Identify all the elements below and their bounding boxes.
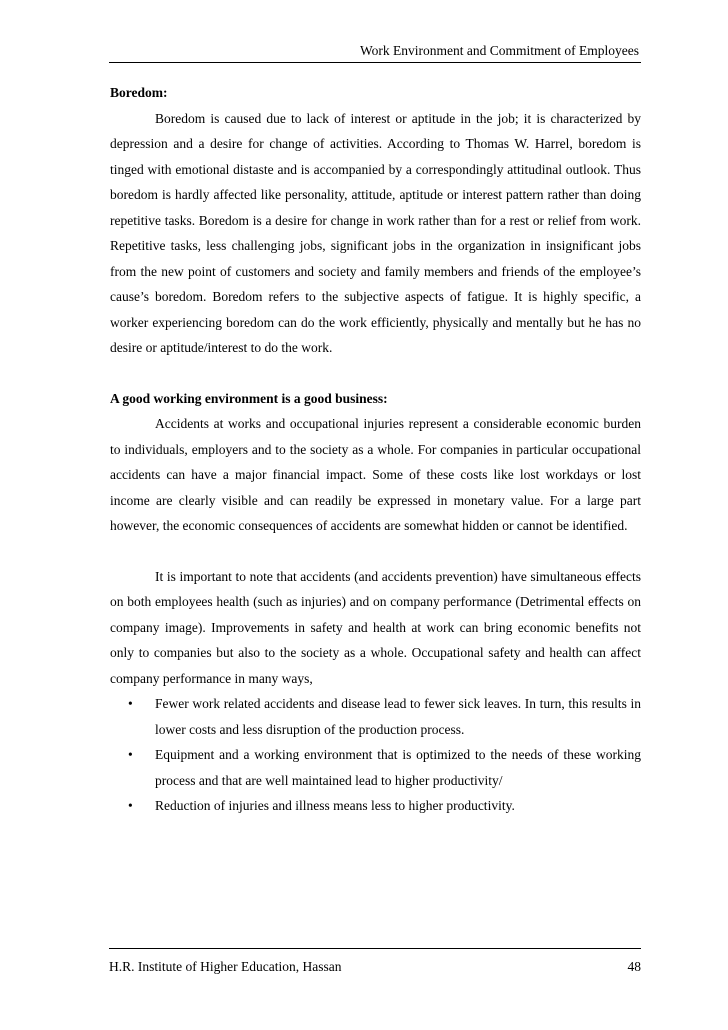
page-content xyxy=(110,80,641,819)
safety-paragraph: It is important to note that accidents (and accidents prevention) have simultaneous effects on both employees health (such as injuries) and on company performance (Detrimental effects on company image). Improvements in safety and health at work can bring economic benefits not only to companies but also to the society as a whole. Occupational safety and health can affect company performance in many ways, xyxy=(110,568,641,686)
bullet-icon: • xyxy=(128,747,133,762)
bullet-icon: • xyxy=(128,798,133,813)
page-header xyxy=(109,40,641,63)
footer-institution: H.R. Institute of Higher Education, Hassan xyxy=(109,959,342,974)
bullet-icon: • xyxy=(128,696,133,711)
accidents-paragraph: Accidents at works and occupational injuries represent a considerable economic burden to individuals, employers and to the society as a whole. For companies in particular occupational accidents can have a major financial impact. Some of these costs like lost workdays or lost income are clearly visible and can readily be expressed in monetary value. For a large part however, the economic consequences of accidents are somewhat hidden or cannot be identified. xyxy=(110,416,641,533)
page-footer xyxy=(109,948,641,989)
section-heading-working-environment: A good working environment is a good business: xyxy=(110,390,388,406)
list-item xyxy=(110,742,641,793)
benefits-list xyxy=(110,691,641,819)
list-item-text: Fewer work related accidents and disease lead to fewer sick leaves. In turn, this results in lower costs and less disruption of the production process. xyxy=(155,696,641,737)
page-number: 48 xyxy=(627,959,641,974)
header-title: Work Environment and Commitment of Employees xyxy=(360,43,639,58)
list-item-text: Reduction of injuries and illness means less to higher productivity. xyxy=(155,798,515,813)
section-heading-boredom: Boredom: xyxy=(110,85,168,100)
boredom-paragraph: Boredom is caused due to lack of interest or aptitude in the job; it is characterized by depression and a desire for change of activities. According to Thomas W. Harrel, boredom is tinged with emotional distaste and is accompanied by a correspondingly attitudinal outlook. Thus boredom is hardly affected like personality, attitude, aptitude or interest pattern rather than doing repetitive tasks. Boredom is a desire for change in work rather than for a rest or relief from work. Repetitive tasks, less challenging jobs, significant jobs in the organization in insignificant jobs from the new point of customers and society and family members and friends of the employee’s cause’s boredom. Boredom refers to the subjective aspects of fatigue. It is highly specific, a worker experiencing boredom can do the work efficiently, physically and mentally but he has no desire or aptitude/interest to do the work. xyxy=(110,110,641,355)
list-item xyxy=(110,793,641,819)
list-item xyxy=(110,691,641,742)
list-item-text: Equipment and a working environment that is optimized to the needs of these working process and that are well maintained lead to higher productivity/ xyxy=(155,747,641,788)
